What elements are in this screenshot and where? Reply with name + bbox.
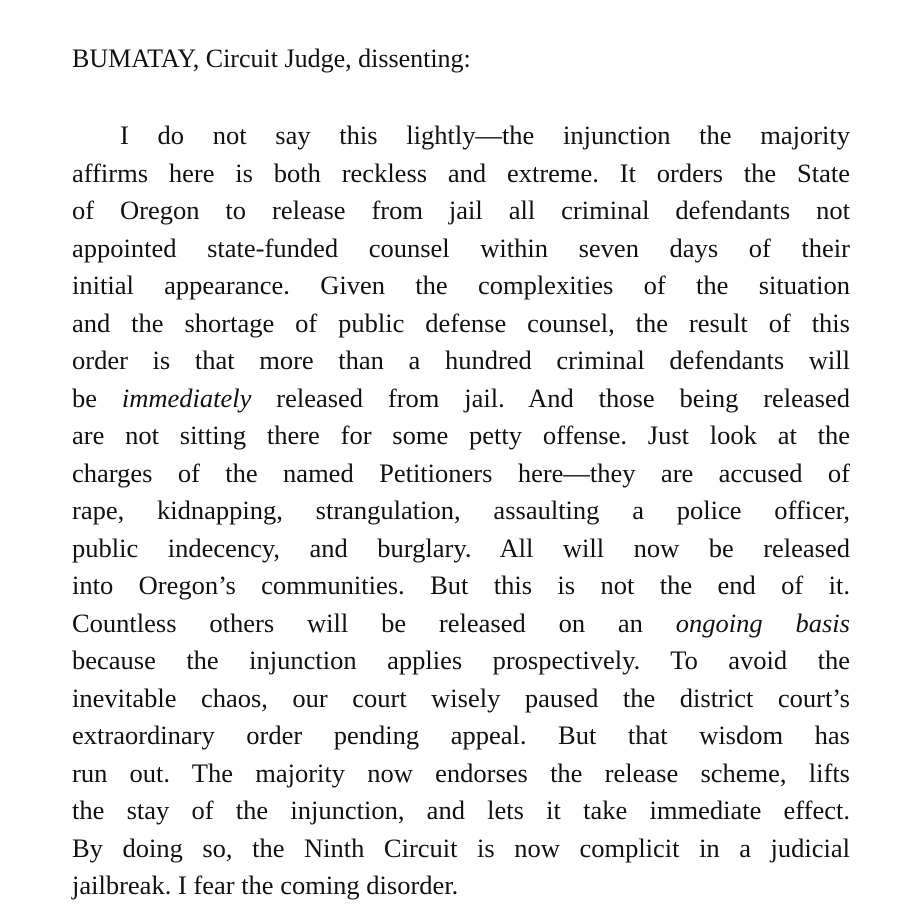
italic-emphasis: ongoing basis [675,607,850,638]
opinion-paragraph [72,117,850,905]
paragraph-line: order is that more than a hundred criminal defendants will [72,345,850,375]
paragraph-line: the stay of the injunction, and lets it take immediate effect. [72,795,850,825]
italic-emphasis: immediately [121,382,252,413]
paragraph-line: public indecency, and burglary. All will now be released [72,532,850,563]
paragraph-line: be immediately released from jail. And those being released [72,382,850,413]
paragraph-line: into Oregon’s communities. But this is not the end of it. [72,570,850,600]
opinion-heading: BUMATAY, Circuit Judge, dissenting: [72,44,471,73]
paragraph-line: rape, kidnapping, strangulation, assaulting a police officer, [72,495,850,525]
paragraph-line: By doing so, the Ninth Circuit is now complicit in a judicial [72,832,850,863]
paragraph-line: affirms here is both reckless and extreme. It orders the State [72,157,850,188]
paragraph-line: inevitable chaos, our court wisely paused the district court’s [72,682,850,713]
paragraph-line: charges of the named Petitioners here—they are accused of [72,457,850,488]
paragraph-line: run out. The majority now endorses the release scheme, lifts [72,757,850,788]
paragraph-line: of Oregon to release from jail all criminal defendants not [72,195,850,225]
paragraph-line: jailbreak. I fear the coming disorder. [72,870,459,900]
paragraph-line: Countless others will be released on an ongoing basis [72,607,850,638]
paragraph-line: and the shortage of public defense counsel, the result of this [72,307,850,338]
paragraph-line: extraordinary order pending appeal. But that wisdom has [72,720,850,750]
paragraph-line: appointed state-funded counsel within seven days of their [72,232,850,263]
paragraph-line: because the injunction applies prospectively. To avoid the [72,645,850,675]
paragraph-line: initial appearance. Given the complexities of the situation [72,270,850,300]
paragraph-line: are not sitting there for some petty offense. Just look at the [72,420,850,450]
paragraph-line: I do not say this lightly—the injunction the majority [120,120,850,150]
